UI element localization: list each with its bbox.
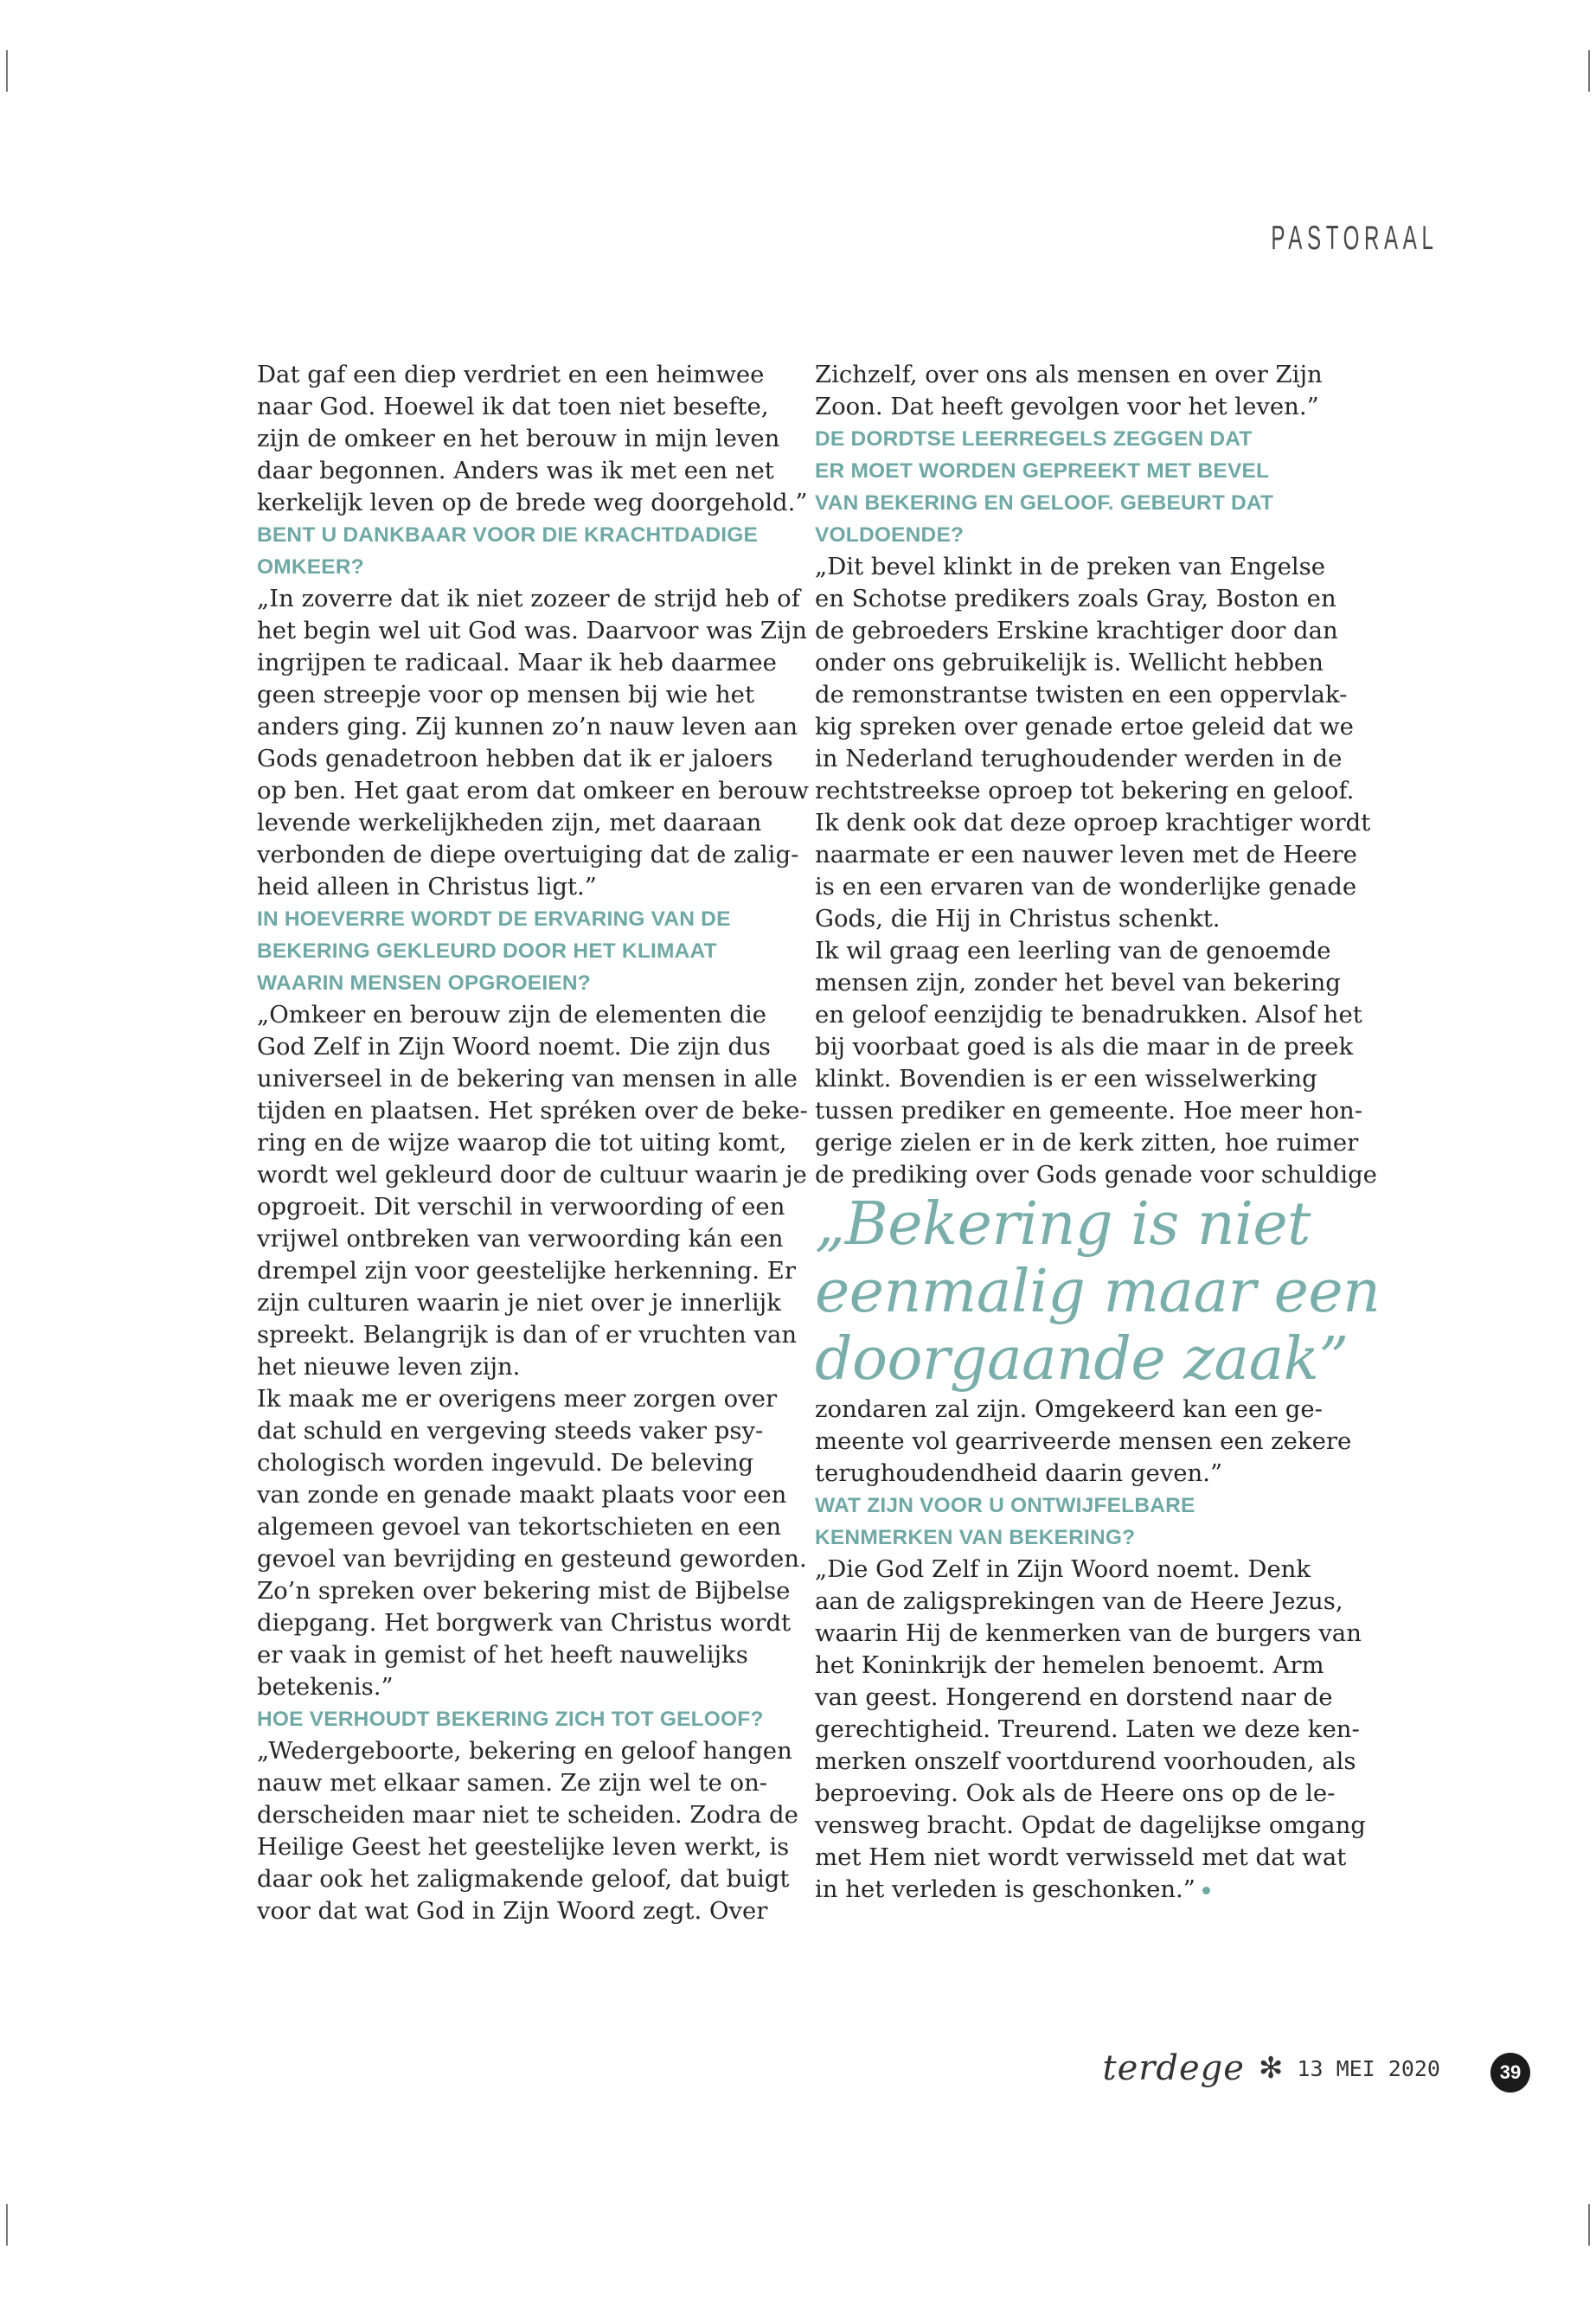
text-line: beproeving. Ook als de Heere ons op de le- — [815, 1779, 1336, 1807]
text-line: ingrijpen te radicaal. Maar ik heb daarmee — [257, 649, 777, 676]
text-line: vensweg bracht. Opdat de dagelijkse omgang — [815, 1811, 1366, 1839]
text-line: „Omkeer en berouw zijn de elementen die — [257, 1001, 767, 1029]
text-line: Gods genadetroon hebben dat ik er jaloers — [257, 745, 773, 772]
text-line: derscheiden maar niet te scheiden. Zodra de — [257, 1801, 798, 1829]
text-line: WAT ZIJN VOOR U ONTWIJFELBARE — [815, 1494, 1195, 1517]
crop-mark — [6, 2204, 8, 2246]
text-line: van geest. Hongerend en dorstend naar de — [815, 1683, 1333, 1711]
text-line: rechtstreekse oproep tot bekering en geloof. — [815, 777, 1355, 804]
text-line: heid alleen in Christus ligt.” — [257, 873, 597, 901]
text-line: OMKEER? — [257, 555, 364, 579]
text-line: KENMERKEN VAN BEKERING? — [815, 1526, 1136, 1549]
paragraph — [257, 359, 808, 519]
crop-mark — [1588, 2204, 1590, 2246]
text-line: zijn de omkeer en het berouw in mijn leven — [257, 425, 780, 452]
magazine-brand: terdege — [1102, 2048, 1245, 2088]
text-line: „In zoverre dat ik niet zozeer de strijd heb of — [257, 585, 800, 612]
text-line: „Bekering is niet — [815, 1190, 1311, 1259]
text-line: eenmalig maar een — [815, 1258, 1381, 1326]
text-line: de prediking over Gods genade voor schuldige — [815, 1161, 1377, 1189]
text-line: ring en de wijze waarop die tot uiting komt, — [257, 1129, 787, 1157]
text-line: tijden en plaatsen. Het spréken over de beke- — [257, 1097, 808, 1125]
issue-date: 13 MEI 2020 — [1297, 2055, 1440, 2081]
text-line: opgroeit. Dit verschil in verwoording of een — [257, 1193, 785, 1221]
paragraph — [815, 1394, 1352, 1490]
text-line: met Hem niet wordt verwisseld met dat wat — [815, 1843, 1347, 1871]
text-line: kerkelijk leven op de brede weg doorgehold.” — [257, 489, 808, 516]
text-line: BENT U DANKBAAR VOOR DIE KRACHTDADIGE — [257, 523, 759, 547]
text-line: daar ook het zaligmakende geloof, dat buigt — [257, 1865, 790, 1893]
text-line: IN HOEVERRE WORDT DE ERVARING VAN DE — [257, 907, 731, 931]
interview-question — [257, 1703, 785, 1735]
text-line: Ik wil graag een leerling van de genoemde — [815, 937, 1331, 965]
paragraph — [815, 551, 1377, 1191]
text-line: levende werkelijkheden zijn, met daaraan — [257, 809, 762, 836]
text-line: Heilige Geest het geestelijke leven werkt, is — [257, 1833, 790, 1861]
text-line: VAN BEKERING EN GELOOF. GEBEURT DAT — [815, 491, 1274, 515]
text-line: diepgang. Het borgwerk van Christus wordt — [257, 1609, 792, 1637]
text-line: algemeen gevoel van tekortschieten en een — [257, 1513, 782, 1541]
text-line: God Zelf in Zijn Woord noemt. Die zijn dus — [257, 1033, 771, 1061]
text-line: BEKERING GEKLEURD DOOR HET KLIMAAT — [257, 939, 717, 963]
text-line: Zo’n spreken over bekering mist de Bijbelse — [257, 1577, 791, 1605]
text-line: van zonde en genade maakt plaats voor een — [257, 1481, 787, 1509]
text-line: gerechtigheid. Treurend. Laten we deze ken- — [815, 1715, 1360, 1743]
text-line: betekenis.” — [257, 1673, 394, 1701]
text-line: klinkt. Bovendien is er een wisselwerking — [815, 1065, 1317, 1093]
text-line: het begin wel uit God was. Daarvoor was Zijn — [257, 617, 808, 644]
text-line: geen streepje voor op mensen bij wie het — [257, 681, 755, 708]
text-line: wordt wel gekleurd door de cultuur waarin je — [257, 1161, 807, 1189]
text-line: er vaak in gemist of het heeft nauwelijks — [257, 1641, 748, 1669]
text-line: dat schuld en vergeving steeds vaker psy- — [257, 1417, 764, 1445]
text-line: Ik denk ook dat deze oproep krachtiger wordt — [815, 809, 1371, 836]
text-line: Dat gaf een diep verdriet en een heimwee — [257, 361, 765, 388]
text-line: „Dit bevel klinkt in de preken van Engelse — [815, 553, 1326, 580]
paragraph — [815, 359, 1343, 423]
text-line: Zichzelf, over ons als mensen en over Zijn — [815, 361, 1323, 388]
asterisk-icon: ✻ — [1258, 2051, 1284, 2086]
text-line: verbonden de diepe overtuiging dat de zalig- — [257, 841, 799, 868]
text-line: nauw met elkaar samen. Ze zijn wel te on- — [257, 1769, 768, 1797]
paragraph — [815, 1554, 1366, 1906]
text-line: ER MOET WORDEN GEPREEKT MET BEVEL — [815, 459, 1270, 483]
text-line: merken onszelf voortdurend voorhouden, als — [815, 1747, 1356, 1775]
text-line: anders ging. Zij kunnen zo’n nauw leven aan — [257, 713, 798, 740]
text-line: DE DORDTSE LEERREGELS ZEGGEN DAT — [815, 427, 1253, 451]
text-line: op ben. Het gaat erom dat omkeer en berouw — [257, 777, 810, 804]
text-line: „Die God Zelf in Zijn Woord noemt. Denk — [815, 1555, 1311, 1583]
interview-question — [815, 1490, 1343, 1554]
text-line: spreekt. Belangrijk is dan of er vruchten van — [257, 1321, 798, 1349]
text-line: waarin Hij de kenmerken van de burgers van — [815, 1619, 1362, 1647]
text-line: mensen zijn, zonder het bevel van bekering — [815, 969, 1341, 997]
paragraph — [257, 999, 808, 1703]
text-line: drempel zijn voor geestelijke herkenning. Er — [257, 1257, 797, 1285]
text-line: tussen prediker en gemeente. Hoe meer hon- — [815, 1097, 1363, 1125]
text-line: gevoel van bevrijding en gesteund geworden. — [257, 1545, 807, 1573]
text-line: het nieuwe leven zijn. — [257, 1353, 521, 1381]
text-line: in Nederland terughoudender werden in de — [815, 745, 1343, 772]
paragraph — [257, 1735, 798, 1927]
text-line: „Wedergeboorte, bekering en geloof hangen — [257, 1737, 792, 1765]
crop-mark — [6, 50, 8, 92]
interview-question — [815, 423, 1343, 551]
page-footer — [1103, 2048, 1441, 2088]
text-line: naarmate er een nauwer leven met de Heere — [815, 841, 1357, 868]
text-line: bij voorbaat goed is als die maar in de preek — [815, 1033, 1354, 1061]
end-mark-icon — [1202, 1887, 1210, 1894]
text-line: de gebroeders Erskine krachtiger door dan — [815, 617, 1338, 644]
text-line: en geloof eenzijdig te benadrukken. Alsof het — [815, 1001, 1362, 1029]
text-line: universeel in de bekering van mensen in alle — [257, 1065, 798, 1093]
left-column — [257, 359, 810, 1927]
text-line: voor dat wat God in Zijn Woord zegt. Over — [257, 1897, 768, 1925]
text-line: gerige zielen er in de kerk zitten, hoe ruimer — [815, 1129, 1359, 1157]
text-line: HOE VERHOUDT BEKERING ZICH TOT GELOOF? — [257, 1708, 764, 1731]
text-line: is en een ervaren van de wonderlijke genade — [815, 873, 1357, 901]
text-line: zondaren zal zijn. Omgekeerd kan een ge- — [815, 1395, 1323, 1423]
text-line: kig spreken over genade ertoe geleid dat we — [815, 713, 1354, 740]
text-line: Zoon. Dat heeft gevolgen voor het leven.” — [815, 393, 1319, 420]
text-line: Gods, die Hij in Christus schenkt. — [815, 905, 1221, 933]
text-line: in het verleden is geschonken.” — [815, 1874, 1343, 1906]
text-line: naar God. Hoewel ik dat toen niet besefte, — [257, 393, 769, 420]
text-line: aan de zaligsprekingen van de Heere Jezus, — [815, 1587, 1343, 1615]
right-column — [815, 359, 1381, 1906]
text-line: zijn culturen waarin je niet over je innerlijk — [257, 1289, 781, 1317]
section-label: PASTORAAL — [1270, 220, 1438, 257]
page-number: 39 — [1490, 2053, 1530, 2093]
text-line: meente vol gearriveerde mensen een zekere — [815, 1427, 1352, 1455]
text-line: de remonstrantse twisten en een oppervlak- — [815, 681, 1348, 708]
text-line: vrijwel ontbreken van verwoording kán een — [257, 1225, 784, 1253]
text-line: doorgaande zaak” — [815, 1325, 1349, 1394]
pull-quote — [815, 1190, 1381, 1394]
text-line: onder ons gebruikelijk is. Wellicht hebben — [815, 649, 1324, 676]
crop-mark — [1588, 50, 1590, 92]
text-line: chologisch worden ingevuld. De beleving — [257, 1449, 754, 1477]
text-line: terughoudendheid daarin geven.” — [815, 1459, 1223, 1487]
text-line: Ik maak me er overigens meer zorgen over — [257, 1385, 778, 1413]
text-line: VOLDOENDE? — [815, 523, 965, 547]
text-line: en Schotse predikers zoals Gray, Boston en — [815, 585, 1336, 612]
interview-question — [257, 519, 785, 583]
text-line: het Koninkrijk der hemelen benoemt. Arm — [815, 1651, 1324, 1679]
text-line: daar begonnen. Anders was ik met een net — [257, 457, 774, 484]
interview-question — [257, 903, 785, 999]
paragraph — [257, 583, 810, 903]
text-line: WAARIN MENSEN OPGROEIEN? — [257, 971, 591, 995]
